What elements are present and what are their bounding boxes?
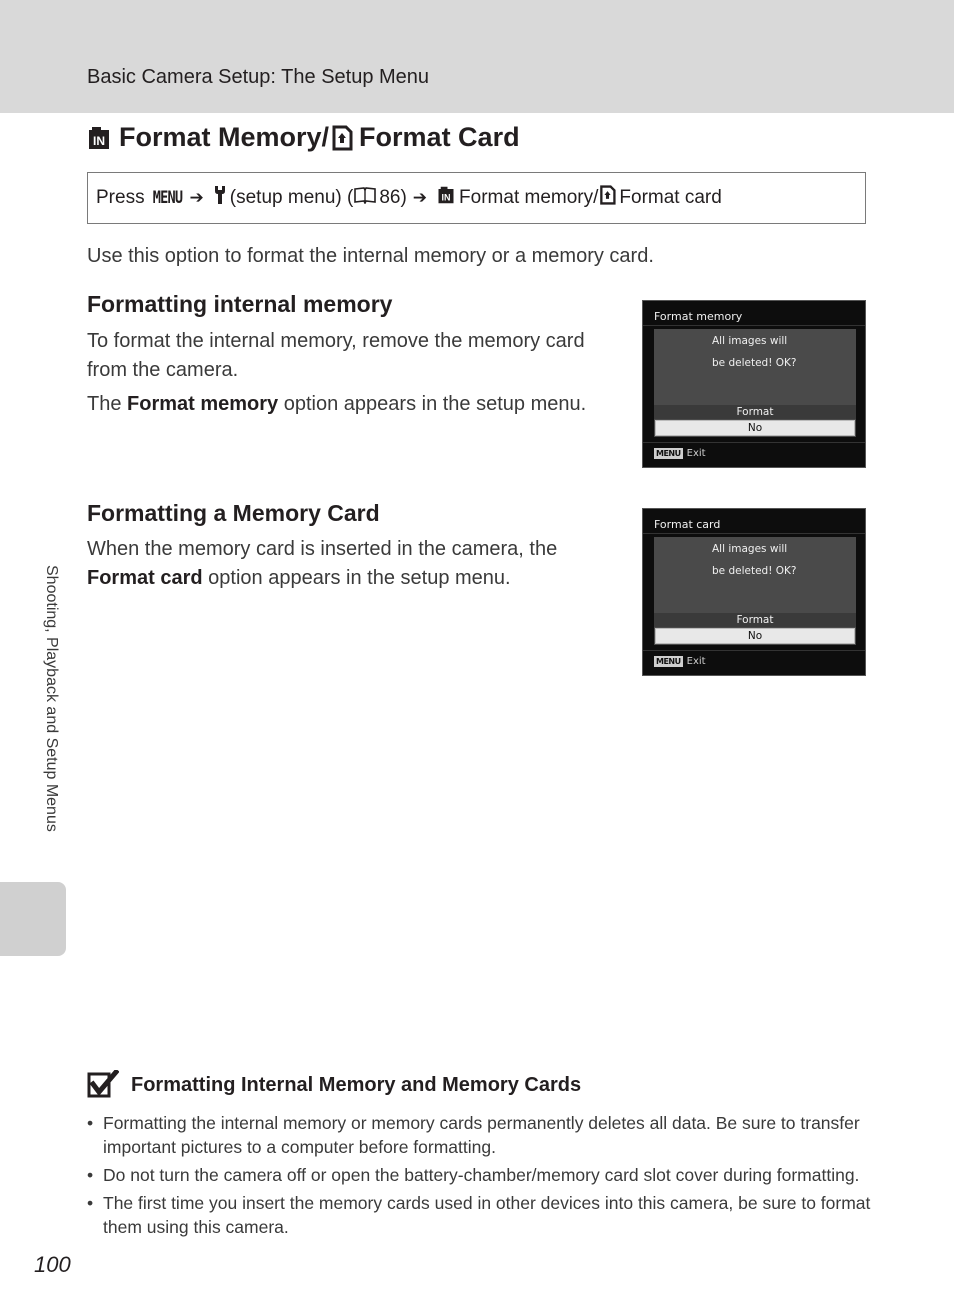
svg-text:IN: IN (93, 133, 105, 148)
screen-divider (643, 533, 865, 534)
exit-label: Exit (686, 656, 706, 667)
confirm-dialog (654, 537, 856, 645)
header-band (0, 0, 954, 113)
nav-press: Press (96, 187, 145, 208)
camera-screen-format-memory (642, 300, 866, 468)
memory-card-icon (331, 125, 353, 151)
arrow-right-icon: ➔ (189, 188, 204, 207)
dialog-message-line-2: be deleted! OK? (712, 565, 797, 577)
camera-screen-format-card (642, 508, 866, 676)
dialog-message-line-2: be deleted! OK? (712, 357, 797, 369)
dialog-message-line-1: All images will (712, 335, 788, 347)
menu-path-box (87, 172, 866, 224)
title-part-1: Format Memory/ (119, 122, 330, 152)
option-format: Format (654, 405, 856, 419)
running-header: Basic Camera Setup: The Setup Menu (87, 66, 430, 88)
dialog-message-line-1: All images will (712, 543, 788, 555)
list-item: • Formatting the internal memory or memory cards permanently deletes all data. Be sure to transfer important pictures to a computer before formatting. (87, 1111, 877, 1159)
nav-item: Format memory/ (459, 187, 599, 208)
side-tab-marker (0, 882, 66, 956)
list-item: • Do not turn the camera off or open the battery-chamber/memory card slot cover during formatting. (87, 1163, 877, 1187)
screen-title: Format memory (654, 310, 743, 323)
page-title (87, 122, 520, 153)
intro-text: Use this option to format the internal memory or a memory card. (87, 245, 654, 267)
menu-button-icon: MENU (656, 449, 681, 458)
screen-divider (643, 325, 865, 326)
screen-divider (643, 650, 865, 651)
nav-item-2: Format card (619, 187, 722, 208)
option-no: No (655, 628, 855, 644)
heading-formatting-memory-card: Formatting a Memory Card (87, 500, 380, 526)
confirm-dialog (654, 329, 856, 437)
exit-label: Exit (686, 448, 706, 459)
checkmark-note-icon (87, 1070, 119, 1100)
list-item: • The first time you insert the memory cards used in other devices into this camera, be sure to format them using this camera. (87, 1191, 877, 1239)
page-number: 100 (34, 1252, 71, 1277)
note-heading-text: Formatting Internal Memory and Memory Cards (131, 1073, 582, 1096)
svg-text:IN: IN (441, 192, 451, 203)
nav-setup-menu: (setup menu) ( (229, 187, 354, 208)
menu-button-icon: MENU (656, 657, 681, 666)
menu-button-label: MENU (152, 188, 182, 208)
screen-footer (654, 656, 706, 667)
wrench-icon (214, 185, 226, 211)
memory-card-para: When the memory card is inserted in the camera, the Format card option appears in the setup menu. (87, 538, 558, 589)
screen-divider (643, 442, 865, 443)
option-format: Format (654, 613, 856, 627)
arrow-right-icon: ➔ (412, 188, 428, 207)
note-bullet-list (87, 1111, 877, 1243)
memory-card-icon (599, 185, 616, 211)
screen-footer (654, 448, 706, 459)
nav-page-ref: 86) (379, 187, 407, 208)
side-tab-label: Shooting, Playback and Setup Menus (43, 565, 60, 832)
screen-title: Format card (654, 518, 721, 531)
note-heading (87, 1070, 581, 1100)
internal-memory-icon (87, 125, 111, 151)
format-memory-term: Format memory (127, 393, 279, 415)
title-part-2: Format Card (359, 122, 520, 152)
book-reference-icon (354, 186, 376, 210)
option-no: No (655, 420, 855, 436)
format-card-term: Format card (87, 567, 203, 589)
heading-formatting-internal-memory: Formatting internal memory (87, 291, 393, 317)
internal-memory-para-2: The Format memory option appears in the setup menu. (87, 393, 587, 415)
internal-memory-para-1: To format the internal memory, remove the memory card from the camera. (87, 330, 585, 381)
internal-memory-icon (437, 185, 455, 211)
